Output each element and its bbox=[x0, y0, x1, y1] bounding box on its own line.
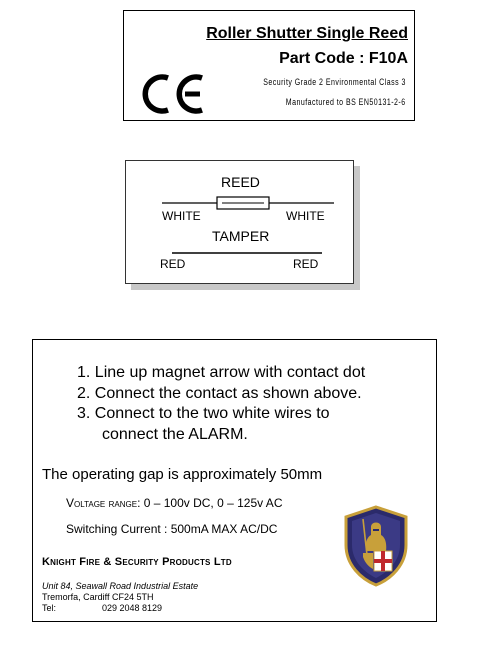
standard-text: Manufactured to BS EN50131-2-6 bbox=[286, 97, 406, 107]
instruction-step-2: 2. Connect the contact as shown above. bbox=[77, 385, 362, 402]
address-line-1: Unit 84, Seawall Road Industrial Estate bbox=[42, 581, 199, 591]
ce-mark-icon bbox=[140, 72, 210, 116]
right-white-wire-label: WHITE bbox=[286, 209, 325, 223]
instruction-step-3-cont: connect the ALARM. bbox=[102, 426, 248, 443]
switching-current: Switching Current : 500mA MAX AC/DC bbox=[66, 522, 278, 536]
left-white-wire-label: WHITE bbox=[162, 209, 201, 223]
reed-label: REED bbox=[221, 174, 260, 190]
left-red-wire-label: RED bbox=[160, 257, 186, 271]
tamper-label: TAMPER bbox=[212, 228, 270, 244]
instruction-step-1: 1. Line up magnet arrow with contact dot bbox=[77, 364, 366, 381]
instruction-step-3: 3. Connect to the two white wires to bbox=[77, 405, 330, 422]
knight-shield-logo-icon bbox=[343, 505, 409, 587]
security-grade-text: Security Grade 2 Environmental Class 3 bbox=[263, 77, 406, 87]
address-line-2: Tremorfa, Cardiff CF24 5TH bbox=[42, 592, 154, 602]
right-red-wire-label: RED bbox=[293, 257, 319, 271]
voltage-value: : 0 – 100v DC, 0 – 125v AC bbox=[137, 496, 283, 510]
company-name: Knight Fire & Security Products Ltd bbox=[42, 556, 232, 568]
part-code: Part Code : F10A bbox=[279, 50, 408, 67]
product-label bbox=[123, 10, 415, 121]
wiring-diagram bbox=[125, 160, 354, 284]
operating-gap-text: The operating gap is approximately 50mm bbox=[42, 466, 323, 483]
tel-number: 029 2048 8129 bbox=[102, 603, 163, 613]
voltage-range bbox=[66, 496, 282, 510]
tamper-line bbox=[172, 251, 322, 255]
product-title: Roller Shutter Single Reed bbox=[206, 25, 408, 42]
instructions-panel bbox=[32, 339, 437, 622]
tel-label: Tel: bbox=[42, 603, 57, 613]
voltage-label: Voltage range bbox=[66, 496, 138, 510]
